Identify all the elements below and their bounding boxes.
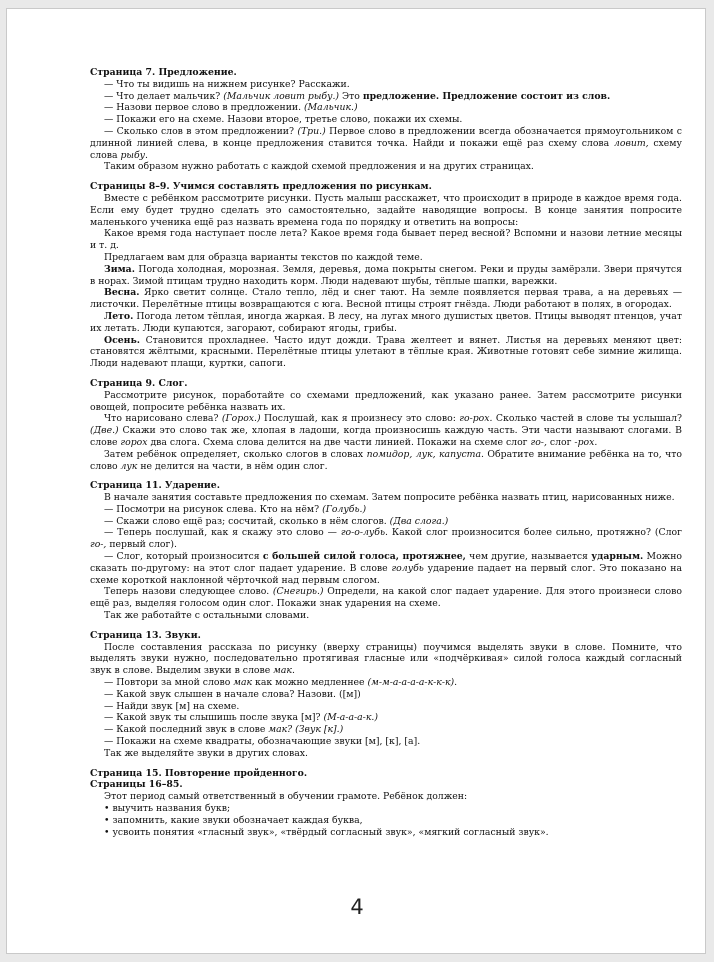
text-run: Обратите внимание ребёнка на то, что слово bbox=[90, 448, 683, 472]
text-run: голубь bbox=[391, 562, 424, 574]
paragraph bbox=[90, 689, 682, 701]
paragraph bbox=[90, 390, 682, 414]
text-run: слог bbox=[546, 436, 575, 448]
paragraph bbox=[90, 736, 682, 748]
text-run: Предлагаем вам для образца варианты текстов по каждой теме. bbox=[104, 251, 423, 263]
text-run: Зима. bbox=[104, 263, 135, 275]
paragraph bbox=[90, 449, 682, 473]
section-heading: Страница 13. Звуки. bbox=[90, 629, 201, 641]
section-heading: Страницы 8–9. Учимся составлять предложения по рисункам. bbox=[90, 181, 432, 193]
text-run: — Что ты видишь на нижнем рисунке? Расскажи. bbox=[104, 78, 350, 90]
paragraph bbox=[90, 102, 682, 114]
text-run: схему слова bbox=[90, 137, 682, 161]
text-run: ловит, bbox=[613, 137, 649, 149]
text-run: Первое слово в предложении всегда обозначается прямоугольником с длинной линией слева, в конце предложения ставится точка. Найди и покажи ещё раз схему слова bbox=[90, 125, 683, 149]
text-run: Сколько частей в слове ты услышал? bbox=[492, 413, 682, 425]
text-run: (м-м-а-а-а-а-к-к-к). bbox=[367, 677, 458, 689]
text-run: Осень. bbox=[104, 334, 141, 346]
text-run: Затем ребёнок определяет, сколько слогов в словах bbox=[104, 448, 367, 460]
paragraph bbox=[90, 803, 682, 815]
text-run: Скажи это слово так же, хлопая в ладоши, когда произносишь каждую часть. Эти части называют слогами. В слове bbox=[90, 425, 682, 448]
text-run: Так же выделяйте звуки в других словах. bbox=[104, 747, 308, 759]
section-heading: Страница 11. Ударение. bbox=[90, 480, 220, 492]
text-run: (Три.) bbox=[297, 125, 326, 137]
paragraph bbox=[90, 677, 682, 689]
text-run: Этот период самый ответственный в обучении грамоте. Ребёнок должен: bbox=[104, 791, 468, 803]
text-run: (Мальчик.) bbox=[304, 102, 358, 114]
text-run: как можно медленнее bbox=[252, 677, 368, 689]
text-run: Теперь назови следующее слово. bbox=[104, 586, 273, 598]
text-run: мак. bbox=[273, 665, 295, 677]
text-run: помидор, лук, капуста. bbox=[366, 448, 484, 460]
paragraph bbox=[90, 126, 682, 161]
paragraph bbox=[90, 712, 682, 724]
text-run: горох bbox=[120, 436, 148, 448]
paragraph bbox=[90, 413, 682, 448]
text-run: — Покажи на схеме квадраты, обозначающие звуки [м], [к], [а]. bbox=[104, 736, 421, 748]
text-run: мак bbox=[233, 677, 253, 689]
text-run: (Две.) bbox=[90, 425, 119, 437]
text-run: — Что делает мальчик? bbox=[104, 90, 224, 102]
page-number: 4 bbox=[350, 895, 364, 919]
text-run: Лето. bbox=[104, 310, 134, 322]
paragraph bbox=[90, 335, 682, 370]
text-run: предложение. Предложение состоит из слов. bbox=[362, 90, 611, 102]
section bbox=[90, 630, 682, 760]
paragraph bbox=[90, 193, 682, 228]
text-run: Что нарисовано слева? bbox=[104, 413, 222, 425]
section bbox=[90, 67, 682, 173]
text-run: Определи, на какой слог падает ударение. Для этого произнеси слово ещё раз, выделяя голосом один слог. Покажи знак ударения на схеме. bbox=[90, 586, 682, 610]
paragraph bbox=[90, 287, 682, 311]
text-run: — Скажи слово ещё раз; сосчитай, сколько в нём слогов. bbox=[104, 515, 390, 527]
text-run: (Горох.) bbox=[221, 413, 261, 425]
text-run: го-о-лубь. bbox=[340, 527, 388, 539]
text-run: Так же работайте с остальными словами. bbox=[104, 610, 310, 622]
paragraph bbox=[90, 228, 682, 252]
text-run: Погода летом тёплая, иногда жаркая. В лесу, на лугах много душистых цветов. Птицы выводят птенцов, учат их летать. Люди купаются, загорают, собирают ягоды, грибы. bbox=[90, 310, 682, 334]
text-run: рыбу. bbox=[120, 149, 148, 161]
text-run: го-, bbox=[90, 539, 107, 551]
paragraph bbox=[90, 610, 682, 622]
text-run: Ярко светит солнце. Стало тепло, лёд и снег тают. На земле появляется первая трава, а на деревьях — листочки. Перелётные птицы возвращаются с юга. Весной птицы строят гнёзда. Люди работают в полях, в огородах. bbox=[90, 287, 682, 311]
section-heading: Страница 7. Предложение. bbox=[90, 67, 237, 78]
text-run: два слога. Схема слова делится на две части линией. Покажи на схеме слог bbox=[147, 436, 531, 448]
text-run: (Два слога.) bbox=[389, 515, 449, 527]
section bbox=[90, 768, 682, 839]
text-run: Вместе с ребёнком рассмотрите рисунки. Пусть малыш расскажет, что происходит в природе в каждое время года. Если ему будет трудно сделать это самостоятельно, задайте наводящие вопросы. В конце занятия попросите маленького ученика ещё раз назвать времена года по порядку и ответить на вопросы: bbox=[90, 192, 682, 228]
text-run: -рох. bbox=[574, 436, 598, 448]
paragraph bbox=[90, 516, 682, 528]
paragraph bbox=[90, 527, 682, 551]
section bbox=[90, 480, 682, 622]
paragraph bbox=[90, 311, 682, 335]
paragraph bbox=[90, 791, 682, 803]
text-run: — Назови первое слово в предложении. bbox=[104, 102, 305, 114]
text-run: Какой слог произносится более сильно, протяжно? (Слог bbox=[388, 527, 682, 539]
paragraph bbox=[90, 724, 682, 736]
text-run: Рассмотрите рисунок, поработайте со схемами предложений, как указано ранее. Затем рассмотрите рисунки овощей, попросите ребёнка назвать их. bbox=[90, 389, 682, 413]
paragraph bbox=[90, 586, 682, 610]
text-run: с большей силой голоса, протяжнее, bbox=[262, 551, 466, 563]
paragraph bbox=[90, 161, 682, 173]
text-run: Таким образом нужно работать с каждой схемой предложения и на других страницах. bbox=[104, 161, 534, 173]
text-run: — Повтори за мной слово bbox=[104, 677, 234, 689]
text-run: (Мальчик ловит рыбу.) bbox=[223, 90, 340, 102]
text-run: (Голубь.) bbox=[322, 503, 367, 515]
text-run: — Посмотри на рисунок слева. Кто на нём? bbox=[104, 503, 323, 515]
paragraph bbox=[90, 79, 682, 91]
text-run: не делится на части, в нём один слог. bbox=[137, 460, 328, 472]
paragraph bbox=[90, 701, 682, 713]
text-run: — Какой последний звук в слове bbox=[104, 724, 269, 736]
paragraph bbox=[90, 114, 682, 126]
paragraph bbox=[90, 642, 682, 677]
text-run: Послушай, как я произнесу это слово: bbox=[260, 413, 460, 425]
section-heading: Страница 9. Слог. bbox=[90, 377, 188, 389]
page-content bbox=[90, 67, 682, 846]
paragraph bbox=[90, 91, 682, 103]
text-run: • запомнить, какие звуки обозначает каждая буква, bbox=[104, 814, 363, 826]
text-run: После составления рассказа по рисунку (вверху страницы) поучимся выделять звуки в слове. Помните, что выделять звуки нужно, последовательно протягивая гласные или «подчёркивая» силой голоса каждый согласный звук в слове. Выделим звуки в слове bbox=[90, 641, 682, 677]
section bbox=[90, 181, 682, 370]
text-run: — Теперь послушай, как я скажу это слово — bbox=[104, 527, 341, 539]
text-run: (Снегирь.) bbox=[272, 586, 324, 598]
text-run: Весна. bbox=[104, 287, 140, 299]
text-run: лук bbox=[120, 460, 138, 472]
text-run: — Найди звук [м] на схеме. bbox=[104, 700, 240, 712]
text-run: — Какой звук слышен в начале слова? Назови. ([м]) bbox=[104, 688, 361, 700]
text-run: ударным. bbox=[591, 551, 644, 563]
text-run: Можно сказать по-другому: на этот слог падает ударение. В слове bbox=[90, 551, 683, 574]
paragraph bbox=[90, 748, 682, 760]
paragraph bbox=[90, 252, 682, 264]
text-run: первый слог). bbox=[106, 539, 177, 551]
section bbox=[90, 378, 682, 472]
text-run: В начале занятия составьте предложения по схемам. Затем попросите ребёнка назвать птиц, нарисованных ниже. bbox=[104, 492, 675, 504]
text-run: (Звук [к].) bbox=[295, 724, 344, 736]
text-run: — Сколько слов в этом предложении? bbox=[104, 125, 298, 137]
section-heading: Страница 15. Повторение пройденного. bbox=[90, 767, 308, 779]
paragraph bbox=[90, 264, 682, 288]
document-page bbox=[6, 8, 706, 954]
paragraph bbox=[90, 551, 682, 586]
text-run: (М-а-а-а-к.) bbox=[323, 712, 378, 724]
paragraph bbox=[90, 827, 682, 839]
text-run: — Какой звук ты слышишь после звука [м]? bbox=[104, 712, 324, 724]
paragraph bbox=[90, 492, 682, 504]
text-run: ударение падает на первый слог. Это показано на схеме короткой наклонной чёрточкой над первым слогом. bbox=[90, 562, 682, 586]
paragraph bbox=[90, 815, 682, 827]
text-run: Это bbox=[339, 90, 363, 102]
text-run: го-, bbox=[530, 436, 547, 448]
text-run: Становится прохладнее. Часто идут дожди. Трава желтеет и вянет. Листья на деревьях меняют цвет: становятся жёлтыми, красными. Перелётные птицы улетают в тёплые края. Животные готовят себе зимние жилища. Люди надевают плащи, куртки, сапоги. bbox=[90, 334, 682, 370]
text-run: Какое время года наступает после лета? Какое время года бывает перед весной? Вспомни и назови летние месяцы и т. д. bbox=[90, 228, 682, 252]
text-run: мак? bbox=[268, 724, 293, 736]
paragraph bbox=[90, 504, 682, 516]
text-run: — Покажи его на схеме. Назови второе, третье слово, покажи их схемы. bbox=[104, 114, 463, 126]
text-run: го-рох. bbox=[459, 413, 493, 425]
text-run: • выучить названия букв; bbox=[104, 803, 231, 815]
text-run: Погода холодная, морозная. Земля, деревья, дома покрыты снегом. Реки и пруды замёрзли. Звери прячутся в норах. Зимой птицам трудно находить корм. Люди надевают шубы, тёплые шапки, варежки. bbox=[90, 263, 682, 287]
text-run: — Слог, который произносится bbox=[104, 551, 263, 563]
section-heading: Страницы 16–85. bbox=[90, 779, 183, 791]
text-run: • усвоить понятия «гласный звук», «твёрдый согласный звук», «мягкий согласный звук». bbox=[104, 826, 549, 838]
text-run: чем другие, называется bbox=[465, 551, 592, 563]
